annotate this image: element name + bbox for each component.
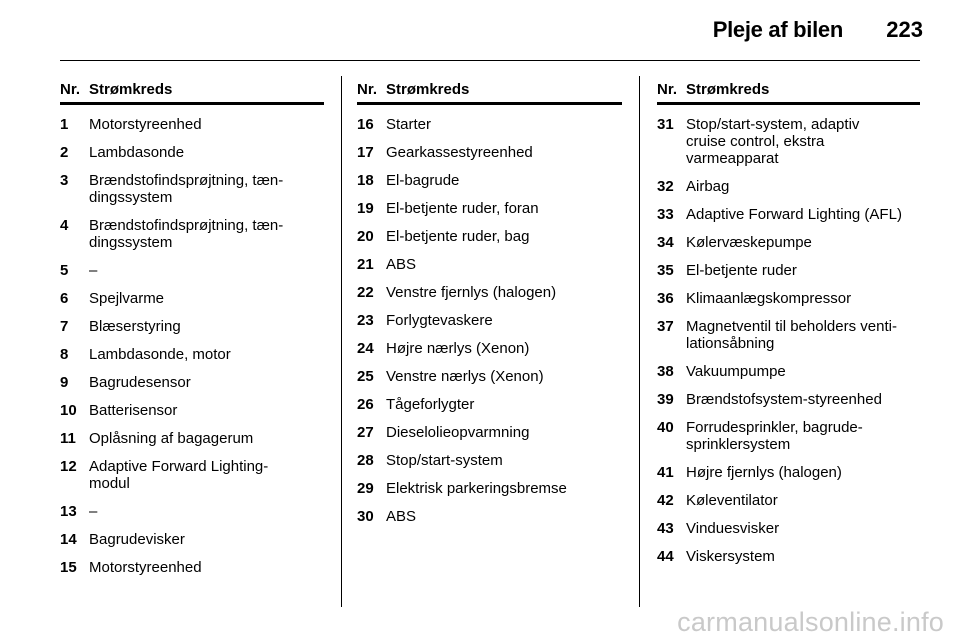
fuse-number: 4 <box>60 217 69 234</box>
circuit-name: Adaptive Forward Lighting- modul <box>89 458 269 492</box>
table-row <box>657 459 920 487</box>
table-row <box>357 111 622 139</box>
circuit-name: Airbag <box>686 178 730 195</box>
fuse-number: 10 <box>60 402 77 419</box>
fuse-number: 40 <box>657 419 674 436</box>
circuit-name: Forlygtevaskere <box>386 312 493 329</box>
circuit-name: ABS <box>386 508 417 525</box>
fuse-number: 20 <box>357 228 374 245</box>
fuse-number: 42 <box>657 492 674 509</box>
circuit-name: Forrudesprinkler, bagrude- sprinklersystem <box>686 419 863 453</box>
column-header-circuit: Strømkreds <box>686 81 770 98</box>
fuse-number: 16 <box>357 116 374 133</box>
table-row <box>60 139 324 167</box>
table-row <box>60 498 324 526</box>
table-header <box>357 80 622 105</box>
circuit-name: Adaptive Forward Lighting (AFL) <box>686 206 902 223</box>
fuse-table-column-1 <box>60 80 324 582</box>
table-row <box>657 386 920 414</box>
table-row <box>60 554 324 582</box>
fuse-number: 23 <box>357 312 374 329</box>
circuit-name: Brændstofindsprøjtning, tæn- dingssystem <box>89 217 284 251</box>
table-row <box>60 453 324 498</box>
table-row <box>357 419 622 447</box>
table-row <box>657 358 920 386</box>
fuse-number: 38 <box>657 363 674 380</box>
table-rows <box>357 111 622 531</box>
watermark: carmanualsonline.info <box>677 607 944 637</box>
table-row <box>60 341 324 369</box>
fuse-number: 11 <box>60 430 76 447</box>
circuit-name: – <box>89 503 98 520</box>
fuse-number: 32 <box>657 178 674 195</box>
fuse-number: 15 <box>60 559 77 576</box>
fuse-number: 35 <box>657 262 674 279</box>
table-row <box>357 363 622 391</box>
table-row <box>60 313 324 341</box>
table-rows <box>60 111 324 582</box>
fuse-number: 2 <box>60 144 69 161</box>
fuse-number: 21 <box>357 256 374 273</box>
column-divider <box>639 76 640 607</box>
circuit-name: Tågeforlygter <box>386 396 475 413</box>
fuse-number: 31 <box>657 116 674 133</box>
circuit-name: Vakuumpumpe <box>686 363 786 380</box>
circuit-name: El-bagrude <box>386 172 460 189</box>
fuse-number: 6 <box>60 290 69 307</box>
circuit-name: Brændstofsystem-styreenhed <box>686 391 882 408</box>
fuse-table-column-3 <box>657 80 920 571</box>
table-row <box>60 111 324 139</box>
fuse-number: 22 <box>357 284 374 301</box>
table-header <box>60 80 324 105</box>
page-title: Pleje af bilen <box>712 17 843 42</box>
fuse-number: 19 <box>357 200 374 217</box>
table-row <box>657 487 920 515</box>
column-header-nr: Nr. <box>657 81 678 98</box>
circuit-name: Viskersystem <box>686 548 775 565</box>
column-header-circuit: Strømkreds <box>89 81 173 98</box>
table-row <box>357 307 622 335</box>
circuit-name: – <box>89 262 98 279</box>
fuse-number: 1 <box>60 116 69 133</box>
circuit-name: Venstre nærlys (Xenon) <box>386 368 544 385</box>
fuse-number: 5 <box>60 262 69 279</box>
circuit-name: Bagrudevisker <box>89 531 185 548</box>
fuse-number: 27 <box>357 424 374 441</box>
table-row <box>60 285 324 313</box>
fuse-number: 30 <box>357 508 374 525</box>
fuse-number: 28 <box>357 452 374 469</box>
circuit-name: Køleventilator <box>686 492 778 509</box>
circuit-name: El-betjente ruder, bag <box>386 228 530 245</box>
circuit-name: Vinduesvisker <box>686 520 780 537</box>
table-row <box>357 139 622 167</box>
table-row <box>60 369 324 397</box>
circuit-name: El-betjente ruder <box>686 262 797 279</box>
fuse-number: 7 <box>60 318 69 335</box>
fuse-number: 8 <box>60 346 69 363</box>
table-row <box>60 397 324 425</box>
table-header <box>657 80 920 105</box>
column-header-nr: Nr. <box>357 81 378 98</box>
circuit-name: Motorstyreenhed <box>89 559 202 576</box>
circuit-name: Dieselolieopvarmning <box>386 424 530 441</box>
circuit-name: Lambdasonde <box>89 144 185 161</box>
fuse-number: 34 <box>657 234 674 251</box>
page-header <box>0 0 960 62</box>
circuit-name: ABS <box>386 256 417 273</box>
fuse-table-column-2 <box>357 80 622 531</box>
column-divider <box>341 76 342 607</box>
table-row <box>657 111 920 173</box>
table-row <box>657 229 920 257</box>
circuit-name: Stop/start-system <box>386 452 503 469</box>
column-header-nr: Nr. <box>60 81 81 98</box>
fuse-number: 17 <box>357 144 374 161</box>
table-row <box>357 279 622 307</box>
fuse-number: 9 <box>60 374 69 391</box>
table-rows <box>657 111 920 571</box>
header-divider <box>60 60 920 61</box>
column-header-circuit: Strømkreds <box>386 81 470 98</box>
fuse-number: 36 <box>657 290 674 307</box>
circuit-name: Batterisensor <box>89 402 178 419</box>
table-row <box>60 526 324 554</box>
table-row <box>60 425 324 453</box>
fuse-number: 3 <box>60 172 69 189</box>
page-number: 223 <box>886 17 923 42</box>
fuse-number: 18 <box>357 172 374 189</box>
circuit-name: Spejlvarme <box>89 290 165 307</box>
fuse-number: 33 <box>657 206 674 223</box>
circuit-name: Venstre fjernlys (halogen) <box>386 284 557 301</box>
fuse-number: 13 <box>60 503 77 520</box>
circuit-name: Lambdasonde, motor <box>89 346 231 363</box>
circuit-name: Kølervæskepumpe <box>686 234 812 251</box>
fuse-number: 29 <box>357 480 374 497</box>
circuit-name: Oplåsning af bagagerum <box>89 430 254 447</box>
fuse-number: 44 <box>657 548 674 565</box>
circuit-name: Klimaanlægskompressor <box>686 290 852 307</box>
fuse-number: 26 <box>357 396 374 413</box>
fuse-number: 39 <box>657 391 674 408</box>
fuse-number: 24 <box>357 340 374 357</box>
circuit-name: Højre fjernlys (halogen) <box>686 464 842 481</box>
circuit-name: Højre nærlys (Xenon) <box>386 340 530 357</box>
table-row <box>60 212 324 257</box>
table-row <box>357 195 622 223</box>
table-row <box>357 251 622 279</box>
table-row <box>357 503 622 531</box>
table-row <box>657 313 920 358</box>
table-row <box>60 257 324 285</box>
circuit-name: Motorstyreenhed <box>89 116 202 133</box>
table-row <box>60 167 324 212</box>
table-row <box>357 335 622 363</box>
circuit-name: Stop/start-system, adaptiv cruise control, ekstra varmeapparat <box>686 116 860 167</box>
table-row <box>357 447 622 475</box>
circuit-name: El-betjente ruder, foran <box>386 200 539 217</box>
fuse-number: 12 <box>60 458 77 475</box>
table-row <box>657 173 920 201</box>
table-row <box>657 414 920 459</box>
circuit-name: Magnetventil til beholders venti- lationsåbning <box>686 318 897 352</box>
fuse-number: 43 <box>657 520 674 537</box>
fuse-number: 14 <box>60 531 77 548</box>
table-row <box>657 201 920 229</box>
fuse-number: 25 <box>357 368 374 385</box>
circuit-name: Bagrudesensor <box>89 374 191 391</box>
fuse-number: 37 <box>657 318 674 335</box>
table-row <box>657 257 920 285</box>
circuit-name: Blæserstyring <box>89 318 181 335</box>
fuse-number: 41 <box>657 464 674 481</box>
circuit-name: Brændstofindsprøjtning, tæn- dingssystem <box>89 172 284 206</box>
circuit-name: Gearkassestyreenhed <box>386 144 533 161</box>
table-row <box>657 515 920 543</box>
table-row <box>357 475 622 503</box>
table-row <box>657 285 920 313</box>
table-row <box>357 391 622 419</box>
circuit-name: Elektrisk parkeringsbremse <box>386 480 567 497</box>
table-row <box>357 223 622 251</box>
table-row <box>657 543 920 571</box>
circuit-name: Starter <box>386 116 432 133</box>
table-row <box>357 167 622 195</box>
